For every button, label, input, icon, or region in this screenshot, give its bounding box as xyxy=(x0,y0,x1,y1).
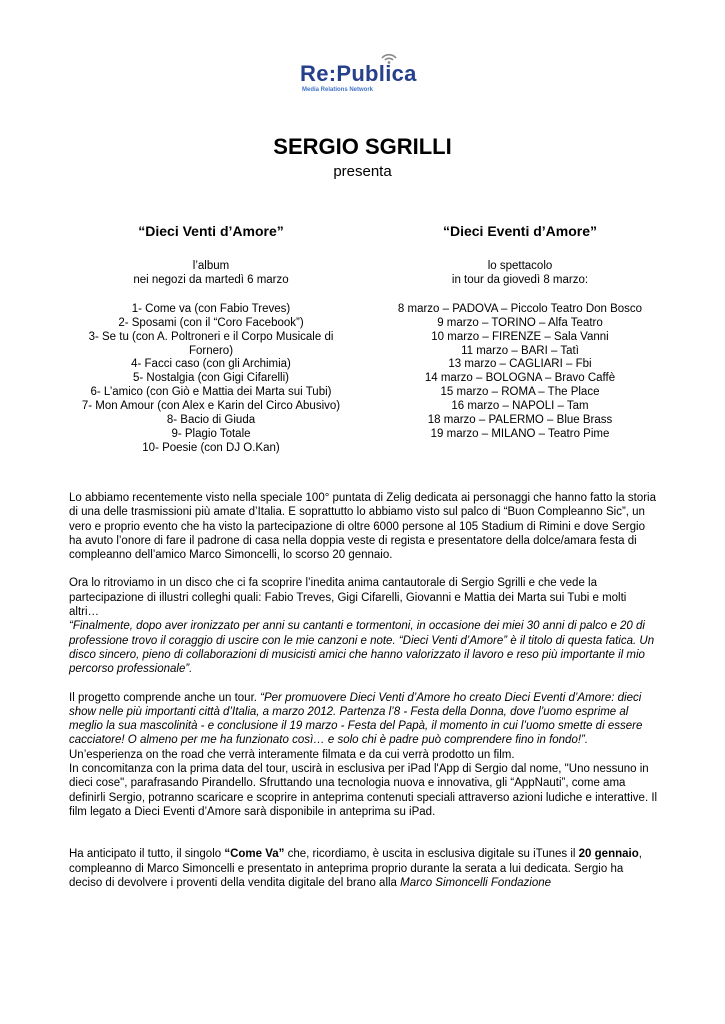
tour-date-item: 11 marzo – BARI – Tatì xyxy=(461,344,579,357)
tour-date-item: 16 marzo – NAPOLI – Tam xyxy=(451,400,589,413)
tour-lead-text: Il progetto comprende anche un tour. xyxy=(69,691,261,704)
tour-date-item: 9 marzo – TORINO – Alfa Teatro xyxy=(437,316,603,329)
single-text-c: che, ricordiamo, è uscita in esclusiva digitale su iTunes il xyxy=(284,848,579,861)
album-heading: “Dieci Venti d’Amore” xyxy=(138,223,284,239)
tour-line2: in tour da giovedì 8 marzo: xyxy=(451,273,589,286)
page-title: SERGIO SGRILLI xyxy=(273,134,452,159)
single-release-date: 20 gennaio xyxy=(578,848,639,861)
tour-date-list xyxy=(378,303,662,442)
paragraph-album-quote: “Finalmente, dopo aver ironizzato per anni su cantanti e tormentoni, in occasione dei miei 30 anni di palco e 20 di professione trovo il coraggio di uscire con le mie canzoni e note. “Dieci Venti d’Amore” è il titolo di questa fatica. Un disco sincero, pieno di collaborazioni di musicisti amici che hanno valorizzato il lavoro e reso più importante il mio percorso professionale”. xyxy=(69,620,655,676)
republica-logo xyxy=(296,52,431,98)
track-item: 1- Come va (con Fabio Treves) xyxy=(131,302,291,315)
page-subtitle: presenta xyxy=(333,163,392,180)
logo-name: Re:Publica xyxy=(300,61,417,86)
paragraph-tour xyxy=(69,691,659,748)
tour-quote-text: “Per promuovere Dieci Venti d’Amore ho creato Dieci Eventi d’Amore: dieci show nelle più importanti città d’Italia, a marzo 2012. Partenza l’8 - Festa della Donna, dove l’uomo esprime al meglio la sua mascolinità - e conclusione il 19 marzo - Festa del Papà, il momento in cui l’uomo smette di essere cacciatore! O almeno per me ha funzionato così… e solo chi è padre può comprendere fino in fondo!”. xyxy=(69,691,643,747)
single-text-e: , compleanno di Marco Simoncelli e presentato in anteprima proprio durante la serata a lui dedicata. Sergio ha deciso di devolvere i proventi della vendita digitale del brano alla xyxy=(69,848,642,889)
track-item: 2- Sposami (con il “Coro Facebook”) xyxy=(118,316,304,329)
track-item: 8- Bacio di Giuda xyxy=(166,414,256,427)
tour-date-item: 19 marzo – MILANO – Teatro Pime xyxy=(430,427,610,440)
album-line1: l’album xyxy=(192,260,230,272)
single-title: “Come Va” xyxy=(224,848,285,861)
track-item: 3- Se tu (con A. Poltroneri e il Corpo Musicale di Fornero) xyxy=(88,330,334,357)
paragraph-album-intro: Ora lo ritroviamo in un disco che ci fa scoprire l’inedita anima cantautorale di Sergio Sgrilli e che vede la partecipazione di illustri colleghi quali: Fabio Treves, Gigi Cifarelli, Giovanni e Mattia dei Marta sui Tubi e molti altri… xyxy=(69,577,627,619)
body-text xyxy=(69,491,659,890)
tour-date-item: 10 marzo – FIRENZE – Sala Vanni xyxy=(431,330,609,343)
track-item: 7- Mon Amour (con Alex e Karin del Circo Abusivo) xyxy=(81,400,341,413)
track-item: 5- Nostalgia (con Gigi Cifarelli) xyxy=(133,372,289,385)
album-column xyxy=(66,223,356,456)
tour-date-item: 18 marzo – PALERMO – Blue Brass xyxy=(427,414,613,427)
paragraph-zelig: Lo abbiamo recentemente visto nella speciale 100° puntata di Zelig dedicata ai personaggi che hanno fatto la storia di una delle trasmissioni più amate d’Italia. E soprattutto lo abbiamo visto sul palco di “Buon Compleanno Sic”, un vero e proprio evento che ha visto la partecipazione di oltre 6000 persone al 105 Stadium di Rimini e dove Sergio ha avuto l’onore di fare il padrone di casa nella doppia veste di regista e presentatore della dolce/amara festa di compleanno dell’amico Marco Simoncelli, lo scorso 20 gennaio. xyxy=(69,492,657,562)
paragraph-app: In concomitanza con la prima data del tour, uscirà in esclusiva per iPad l'App di Sergio dal nome, "Uno nessuno in dieci cose", parafrasando Pirandello. Sfruttando una tecnologia nuova e innovativa, gli “AppNauti”, come ama definirli Sergio, potranno scaricare e scoprire in anteprima contenuti speciali attraverso azioni ludiche e interattive. Il film legato a Dieci Eventi d’Amore sarà disponibile in anteprima su iPad. xyxy=(69,763,658,818)
tour-date-item: 13 marzo – CAGLIARI – Fbi xyxy=(448,358,592,371)
track-item: 10- Poesie (con DJ O.Kan) xyxy=(142,441,280,454)
paragraph-film: Un’esperienza on the road che verrà interamente filmata e da cui verrà prodotto un film. xyxy=(69,748,515,761)
track-item: 6- L’amico (con Giò e Mattia dei Marta sui Tubi) xyxy=(90,386,332,399)
logo-tagline: Media Relations Network xyxy=(302,87,374,93)
tour-date-item: 14 marzo – BOLOGNA – Bravo Caffè xyxy=(424,372,616,385)
album-line2: nei negozi da martedì 6 marzo xyxy=(133,273,289,286)
tour-line1: lo spettacolo xyxy=(487,260,553,272)
paragraph-single xyxy=(69,847,659,890)
tour-date-item: 8 marzo – PADOVA – Piccolo Teatro Don Bosco xyxy=(397,302,643,315)
tour-date-item: 15 marzo – ROMA – The Place xyxy=(440,386,600,399)
tour-heading: “Dieci Eventi d’Amore” xyxy=(442,223,598,239)
single-text-a: Ha anticipato il tutto, il singolo xyxy=(69,848,225,861)
track-item: 9- Plagio Totale xyxy=(171,427,251,440)
track-item: 4- Facci caso (con gli Archimia) xyxy=(131,358,291,371)
foundation-name: Marco Simoncelli Fondazione xyxy=(400,876,552,889)
tour-column xyxy=(378,223,662,442)
track-list xyxy=(66,303,356,456)
